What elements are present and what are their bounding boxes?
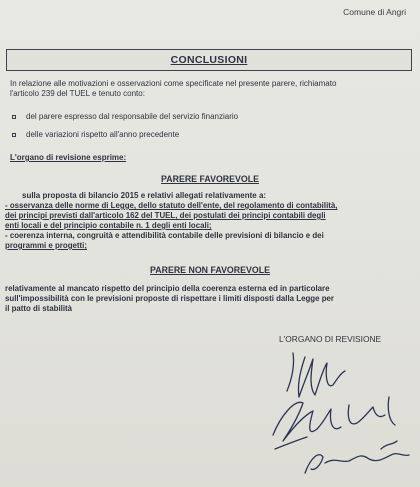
header-comune: Comune di Angri xyxy=(343,7,406,17)
favorevole-title: PARERE FAVOREVOLE xyxy=(161,174,259,184)
favorevole-line-6: programmi e progetti; xyxy=(5,241,87,250)
favorevole-line-1: sulla proposta di bilancio 2015 e relativi allegati relativamente a: xyxy=(22,191,267,200)
bullet-item-1: del parere espresso dal responsabile del servizio finanziario xyxy=(26,112,239,121)
intro-line-1: In relazione alle motivazioni e osservazioni come specificate nel presente parere, richiamato xyxy=(10,79,337,88)
favorevole-line-2: - osservanza delle norme di Legge, dello statuto dell'ente, del regolamento di contabilità, xyxy=(5,201,338,210)
non-favorevole-line-2: sull'impossibilità con le previsioni proposte di rispettare i limiti disposti dalla Legge per xyxy=(5,294,334,303)
non-favorevole-line-1: relativamente al mancato rispetto del principio della coerenza esterna ed in particolare xyxy=(5,284,330,293)
non-favorevole-title: PARERE NON FAVOREVOLE xyxy=(150,265,270,275)
favorevole-line-5: - coerenza interna, congruità e attendibilità contabile delle previsioni di bilancio e dei xyxy=(5,231,324,240)
organ-heading: L'organo di revisione esprime: xyxy=(10,153,127,162)
intro-line-2: l'articolo 239 del TUEL e tenuto conto: xyxy=(10,89,145,98)
section-title-box xyxy=(6,49,412,71)
favorevole-line-4: enti locali e del principio contabile n. 1 degli enti locali; xyxy=(5,221,212,230)
non-favorevole-line-3: il patto di stabilità xyxy=(5,304,73,313)
favorevole-line-3: dei principi previsti dall'articolo 162 del TUEL, dei postulati dei principi contabili degli xyxy=(5,211,326,220)
bullet-marker-1 xyxy=(12,115,16,119)
bullet-item-2: delle variazioni rispetto all'anno precedente xyxy=(26,130,180,139)
bullet-marker-2 xyxy=(12,133,16,137)
section-title: CONCLUSIONI xyxy=(170,54,248,66)
handwritten-signatures xyxy=(265,345,415,483)
signature-label: L'ORGANO DI REVISIONE xyxy=(279,334,382,344)
